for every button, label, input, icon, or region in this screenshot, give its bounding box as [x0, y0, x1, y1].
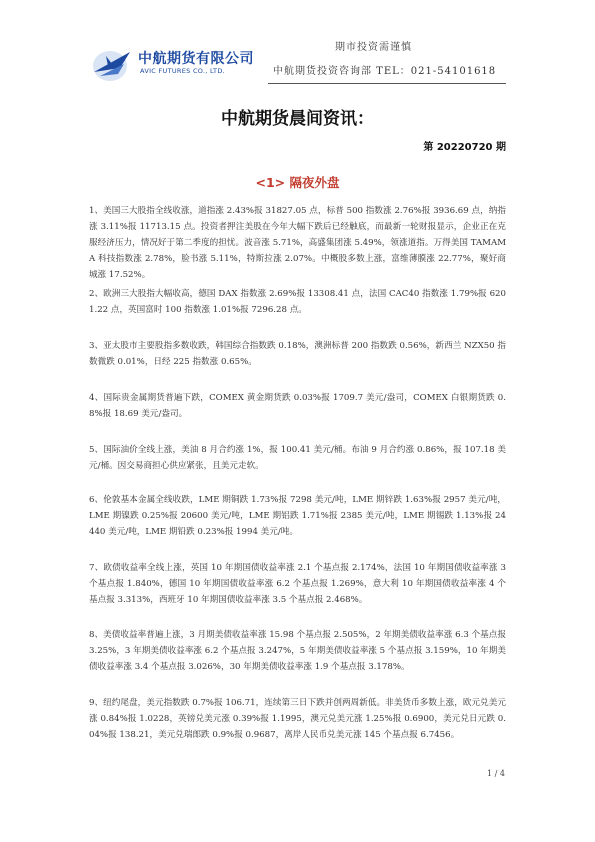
page-header [90, 34, 510, 88]
news-item-7: 7、欧债收益率全线上涨，英国 10 年期国债收益率涨 2.1 个基点报 2.174%，法国 10 年期国债收益率涨 3 个基点报 1.840%，德国 10 年期国债收益率涨 6.2 个基点报 1.269%，意大利 10 年期国债收益率涨 4 个基点报 3.313%，西班牙 10 年期国债收益率涨 3.5 个基点报 2.468%。 [89, 563, 506, 605]
news-item-5: 5、国际油价全线上涨，美油 8 月合约涨 1%，报 100.41 美元/桶。布油 9 月合约涨 0.86%，报 107.18 美元/桶。因交易商担心供应紧张，且美元走软。 [89, 445, 506, 471]
page-number: 1 / 4 [487, 769, 505, 778]
news-item-6: 6、伦敦基本金属全线收跌，LME 期铜跌 1.73%报 7298 美元/吨，LME 期锌跌 1.63%报 2957 美元/吨，LME 期镍跌 0.25%报 20600 美元/吨，LME 期铝跌 1.71%报 2385 美元/吨，LME 期锡跌 1.13%报 24440 美元/吨，LME 期铅跌 0.23%报 1994 美元/吨。 [89, 495, 506, 537]
news-item-9: 9、纽约尾盘，美元指数跌 0.7%报 106.71，连续第三日下跌并创两周新低。非美货币多数上涨，欧元兑美元涨 0.84%报 1.0228，英镑兑美元涨 0.39%报 1.1995，澳元兑美元涨 1.25%报 0.6900，美元兑日元跌 0.04%报 138.21，美元兑瑞郎跌 0.9%报 0.9687，离岸人民币兑美元涨 145 个基点报 6.7456。 [89, 698, 506, 740]
news-item-8: 8、美债收益率普遍上涨，3 月期美债收益率涨 15.98 个基点报 2.505%，2 年期美债收益率涨 6.3 个基点报 3.25%，3 年期美债收益率涨 6.2 个基点报 3.247%，5 年期美债收益率涨 5 个基点报 3.159%，10 年期美债收益率涨 3.4 个基点报 3.026%，30 年期美债收益率涨 1.9 个基点报 3.178%。 [89, 630, 506, 672]
document-title: 中航期货晨间资讯： [221, 109, 374, 129]
risk-slogan: 期市投资需谨慎 [335, 42, 412, 53]
news-item-1: 1、美国三大股指全线收涨，道指涨 2.43%报 31827.05 点，标普 500 指数涨 2.76%报 3936.69 点，纳指涨 3.11%报 11713.15 点。投资者押注美股在今年大幅下跌后已经触底，而最新一轮财报显示，企业正在克服经济压力，情况好于第二季度的担忧。波音涨 5.71%，高盛集团涨 5.49%，领涨道指。万得美国 TAMAMA 科技指数涨 2.78%，脸书涨 5.11%，特斯拉涨 2.07%。中概股多数上涨，富维薄膜涨 22.77%，聚好商城涨 17.52%。 [89, 206, 506, 280]
section-title: <1> 隔夜外盘 [255, 175, 340, 190]
contact-info: 中航期货投资咨询部 TEL：021-54101618 [273, 66, 497, 77]
plane-wing-logo-icon [90, 46, 136, 82]
issue-number: 第 20220720 期 [423, 142, 506, 153]
news-item-3: 3、亚太股市主要股指多数收跌，韩国综合指数跌 0.18%，澳洲标普 200 指数跌 0.56%，新西兰 NZX50 指数微跌 0.01%，日经 225 指数涨 0.65%。 [89, 341, 506, 367]
header-divider [268, 83, 506, 84]
news-item-4: 4、国际贵金属期货普遍下跌，COMEX 黄金期货跌 0.03%报 1709.7 美元/盎司，COMEX 白银期货跌 0.8%报 18.69 美元/盎司。 [89, 393, 506, 419]
company-name-cn: 中航期货有限公司 [138, 51, 254, 67]
company-name-en: AVIC FUTURES CO., LTD. [140, 67, 225, 75]
news-item-2: 2、欧洲三大股指大幅收高，德国 DAX 指数涨 2.69%报 13308.41 点，法国 CAC40 指数涨 1.79%报 6201.22 点，英国富时 100 指数涨 1.01%报 7296.28 点。 [89, 289, 506, 315]
